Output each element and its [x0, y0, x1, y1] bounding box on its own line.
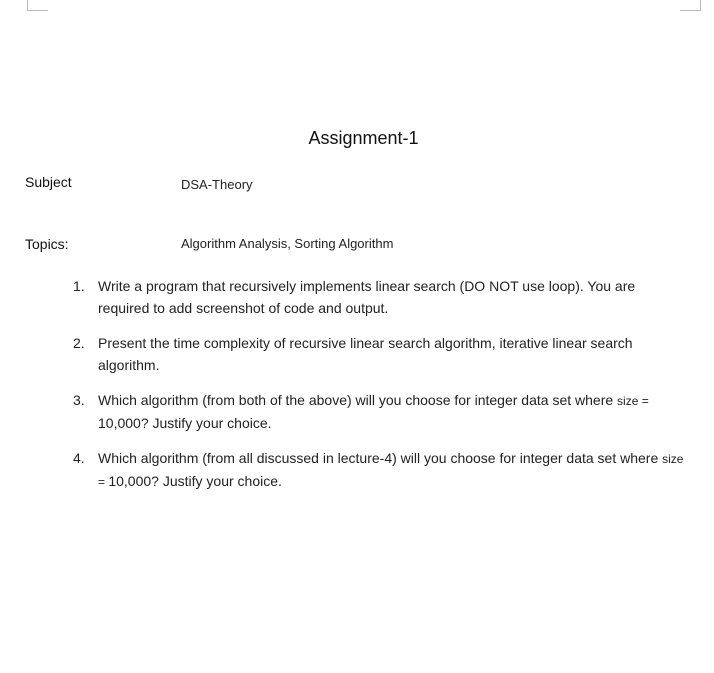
- question-item: [60, 333, 685, 376]
- question-text: Write a program that recursively implements linear search (DO NOT use loop). You are required to add screenshot of code and output.: [98, 278, 636, 316]
- question-item: [60, 276, 685, 319]
- question-text: Present the time complexity of recursive linear search algorithm, iterative linear search algorithm.: [98, 335, 633, 373]
- subject-value: DSA-Theory: [181, 177, 253, 192]
- question-number: 2.: [73, 335, 85, 351]
- size-expression: size =: [617, 394, 649, 408]
- question-item: [60, 390, 685, 434]
- topics-label: Topics:: [25, 236, 69, 252]
- question-list: [60, 276, 685, 507]
- size-expression: size =: [98, 452, 684, 489]
- question-text-suffix: 10,000? Justify your choice.: [108, 472, 282, 489]
- subject-label: Subject: [25, 174, 72, 190]
- question-text-suffix: 10,000? Justify your choice.: [98, 414, 272, 431]
- topics-value: Algorithm Analysis, Sorting Algorithm: [181, 236, 394, 251]
- question-text-prefix: Which algorithm (from all discussed in lecture-4) will you choose for integer data set where: [98, 450, 663, 466]
- page-corner-mark-right: [680, 0, 701, 11]
- assignment-title: Assignment-1: [308, 128, 419, 148]
- question-item: [60, 448, 685, 493]
- question-number: 4.: [73, 450, 85, 466]
- page-corner-mark-left: [27, 0, 48, 11]
- question-number: 3.: [73, 392, 85, 408]
- question-text-prefix: Which algorithm (from both of the above) will you choose for integer data set where: [98, 392, 618, 408]
- question-number: 1.: [73, 278, 85, 294]
